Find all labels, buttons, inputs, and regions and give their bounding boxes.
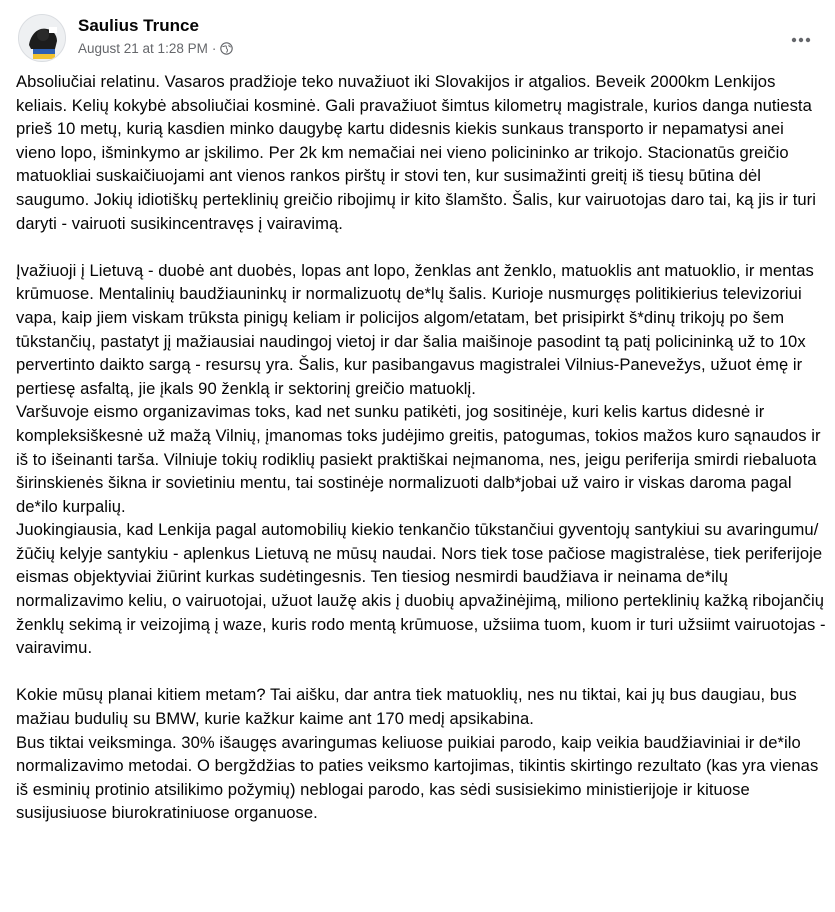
globe-icon[interactable]: [220, 42, 233, 55]
post-paragraph-1: Absoliučiai relatinu. Vasaros pradžioje teko nuvažiuot iki Slovakijos ir atgalios. Beveik 2000km Lenkijos keliais. Kelių kokybė absoliučiai kosminė. Gali pravažiuot šimtus kilometrų magistrale, kurios danga nutiesta prieš 10 metų, kurią kasdien minko daugybę kartu didesnis kiekis sunkaus transporto ir nepamatysi anei vieno lopo, išminkymo ar įskilimo. Per 2k km nemačiai nei vieno policininko ar trikojo. Stacionatūs greičio matuokliai suskaičiuojami ant vienos rankos pirštų ir stovi ten, kur susimažinti greitį iš tiesų būtina dėl saugumo. Jokių idiotiškų perteklinių greičio ribojimų ir kito šlamšto. Šalis, kur vairuotojas daro tai, ką jis ir turi daryti - vairuoti susikincentravęs į vairavimą.: [16, 72, 816, 233]
meta-separator: ·: [211, 41, 217, 56]
avatar[interactable]: [18, 14, 66, 62]
avatar-image-icon: [19, 15, 66, 62]
post-header: [16, 12, 819, 62]
more-options-button[interactable]: [783, 22, 819, 58]
post-paragraph-3: Kokie mūsų planai kitiem metam? Tai aišku, dar antra tiek matuoklių, nes nu tiktai, kai jų bus daugiau, bus mažiau budulių su BMW, kurie kažkur kaime ant 170 medį apsikabina. Bus tiktai veiksminga. 30% išaugęs avaringumas keliuose puikiai parodo, kaip veikia baudžiaviniai ir de*ilo normalizavimo metodai. O bergždžias to paties veiksmo kartojimas, tikintis skirtingo rezultato (kas yra vienas iš esminių protinio atsilikimo požymių) neblogai parodo, kas sėdi susisiekimo ministierijoje ir kituose susijusiuose biurokratiniuose organuose.: [16, 685, 819, 823]
post-date[interactable]: August 21 at 1:28 PM: [78, 41, 208, 56]
author-name[interactable]: Saulius Trunce: [78, 16, 199, 35]
post-paragraph-2: Įvažiuoji į Lietuvą - duobė ant duobės, lopas ant lopo, ženklas ant ženklo, matuoklis ant matuoklio, ir mentas krūmuose. Mentalinių baudžiauninkų ir normalizuotų de*lų šalis. Kurioje nusmurgęs politikierius televizoriui vapa, kaip jiem viskam trūksta pinigų keliam ir policijos algom/etatam, bet prisipirkt š*dinų trikojų po šem tūkstančių, pastatyt jį mažiausiai naudingoj vietoj ir dar šalia maišinoje pasodint tą patį policininką už to 10x pervertinto daikto sargą - resursų yra. Šalis, kur pasibangavus magistralei Vilnius-Panevežys, užuot ėmę ir pertiesę asfaltą, jie įkals 90 ženklą ir sektorinį greičio matuoklį. Varšuvoje eismo organizavimas toks, kad net sunku patikėti, jog sositinėje, kuri kelis kartus didesnė ir kompleksiškesnė už mažą Vilnių, įmanomas toks judėjimo greitis, patogumas, tokios mažos kuro sąnaudos ir iš to išeinanti tarša. Vilniuje tokių rodiklių pasiekt praktiškai neįmanoma, nes, jeigu periferija smirdi riebaluota širinskienės šikna ir sovietiniu mentu, tai sostinėje normalizuoti dalb*jobai už vairo ir viskas daroma pagal de*ilo kurpalių. Juokingiausia, kad Lenkija pagal automobilių kiekio tenkančio tūkstančiui gyventojų santykiui su avaringumu/žūčių kelyje santykiu - aplenkus Lietuvą ne mūsų naudai. Nors tiek tose pačiose magistralėse, tiek periferijoje eismas objektyviai žiūrint kurkas sudėtingesnis. Ten tiesiog nesmirdi baudžiava ir neinama de*ilų normalizavimo keliu, o vairuotojai, užuot laužę akis į duobių apvažinėjimą, miliono perteklinių kažką ribojančių ženklų sekimą ir veizojimą į waze, kuris rodo mentą krūmuose, užsiima tuom, kuom ir turi užsiimt vairuotojas - vairavimu.: [16, 260, 826, 658]
post-meta: [78, 41, 233, 56]
ellipsis-icon: [791, 37, 811, 43]
post-body: [16, 70, 826, 825]
